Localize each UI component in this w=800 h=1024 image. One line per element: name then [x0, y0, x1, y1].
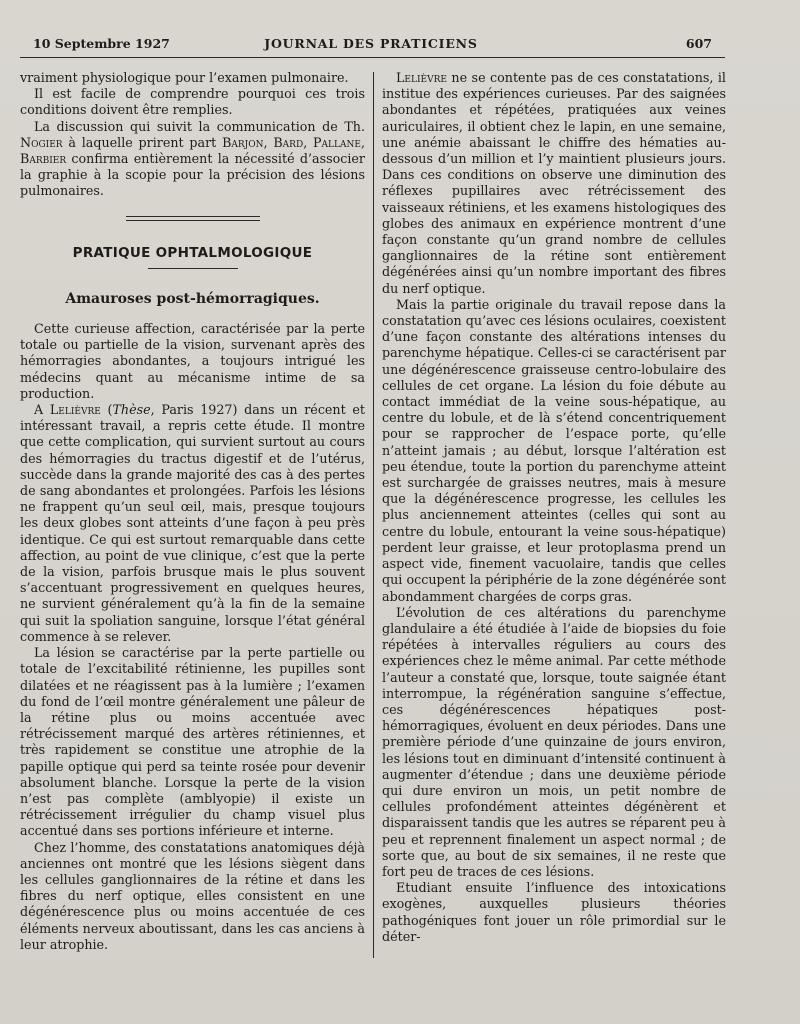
thesis-word: Thèse: [112, 402, 151, 418]
right-column: [382, 70, 726, 1004]
paragraph: Cette curieuse affection, caractérisée par la perte totale ou partielle de la vision, survenant après des hémorragies abondantes, a toujours intrigué les médecins quant au mécanisme intime de sa production.: [20, 321, 365, 401]
author-name: Lelièvre: [396, 70, 447, 85]
author-name: Pallane: [313, 134, 361, 150]
article-title: Amauroses post-hémorragiques.: [65, 290, 320, 307]
author-name: Bard: [273, 134, 304, 150]
text-run: , Paris 1927) dans un récent et intéressant travail, a repris cette étude. Il montre que cette complication, qui survient surtout au cours des hémorragies du tractus digestif et de l’utérus, succède dans la grande majorité des cas à des pertes de sang abondantes et prolongées. Parfois les lésions ne frappent qu’un seul œil, mais, presque toujours les deux globes sont atteints d’une façon à peu près identique. Ce qui est surtout remarquable dans cette affection, au point de vue clinique, c’est que la perte de la vision, parfois brusque mais le plus souvent s’accentuant progressivement en quelques heures, ne survient généralement qu’à la fin de la semaine qui suit la spoliation sanguine, lorsque l’état général commence à se relever.: [20, 402, 365, 644]
section-title: PRATIQUE OPHTALMOLOGIQUE: [72, 244, 313, 261]
issue-date: 10 Septembre 1927: [33, 36, 170, 51]
text-run: ,: [263, 134, 274, 150]
text-run: A: [34, 402, 50, 418]
author-name: Lelièvre: [49, 402, 101, 418]
paragraph: Il est facile de comprendre pourquoi ces trois conditions doivent être remplies.: [20, 86, 365, 118]
text-run: ,: [360, 134, 365, 150]
text-run: ne se contente pas de ces constatations, il institue des expériences curieuses. Par des saignées abondantes et répétées, pratiquées aux veines auriculaires, il obtient chez le lapin, en une semaine, une anémie abaissant le chiffre des hématies au-dessous d’un million et l’y maintient plusieurs jours. Dans ces conditions on observe une diminution des réflexes pupillaires avec rétrécissement des vaisseaux rétiniens, et les examens histologiques des globes des animaux en expérience montrent d’une façon constante qu’un grand nombre de cellules ganglionnaires de la rétine sont entièrement dégénérées ainsi qu’un nombre important des fibres du nerf optique.: [382, 70, 726, 296]
paragraph: [20, 402, 365, 645]
left-column: [20, 70, 365, 1004]
paragraph: La lésion se caractérise par la perte partielle ou totale de l’excitabilité rétinienne, les pupilles sont dilatées et ne réagissent pas à la lumière ; l’examen du fond de l’œil montre généralement une pâleur de la rétine plus ou moins accentuée avec rétrécissement marqué des artères rétiniennes, et très rapidement se constitue une atrophie de la papille optique qui perd sa teinte rosée pour devenir absolument blanche. Lorsque la perte de la vision n’est pas complète (amblyopie) il existe un rétrécissement irrégulier du champ visuel plus accentué dans ses portions inférieure et interne.: [20, 645, 365, 839]
author-name: Barjon: [222, 134, 264, 150]
column-divider: [373, 72, 374, 958]
section-separator: [126, 216, 260, 221]
paragraph: Etudiant ensuite l’influence des intoxications exogènes, auxquelles plusieurs théories pathogéniques font jouer un rôle primordial sur le déter-: [382, 880, 726, 944]
author-name: Barbier: [20, 151, 67, 167]
text-run: ,: [303, 134, 314, 150]
title-underline: [148, 268, 238, 269]
paragraph: L’évolution de ces altérations du parenchyme glandulaire a été étudiée à l’aide de biopsies du foie répétées à intervalles réguliers au cours des expériences chez le même animal. Par cette méthode l’auteur a constaté que, lorsque, toute saignée étant interrompue, la régénération sanguine s’effectue, ces dégénérescences hépatiques post-hémorragiques, évoluent en deux périodes. Dans une première période d’une quinzaine de jours environ, les lésions tout en diminuant d’intensité continuent à augmenter d’étendue ; dans une deuxième période qui dure environ un mois, un petit nombre de cellules profondément atteintes dégénèrent et disparaissent tandis que les autres se réparent peu à peu et reprennent finalement un aspect normal ; de sorte que, au bout de six semaines, il ne reste que fort peu de traces de ces lésions.: [382, 604, 726, 879]
paragraph: Mais la partie originale du travail repose dans la constatation qu’avec ces lésions oculaires, coexistent d’une façon constante des altérations intenses du parenchyme hépatique. Celles-ci se caractérisent par une dégénérescence graisseuse centro-lobulaire des cellules de cet organe. La lésion du foie débute au contact immédiat de la veine sous-hépatique, au centre du lobule, et de là s’étend concentriquement pour se rapprocher de l’espace porte, qu’elle n’atteint jamais ; au début, lorsque l’altération est peu étendue, toute la portion du parenchyme atteint est surchargée de graisses neutres, mais à mesure que la dégénérescence progresse, les cellules les plus anciennement atteintes (celles qui sont au centre du lobule, entourant la veine sous-hépatique) perdent leur graisse, et leur protoplasma prend un aspect vide, finement vacuolaire, tandis que celles qui occupent la périphérie de la zone dégénérée sont abondamment chargées de corps gras.: [382, 296, 726, 604]
text-run: à laquelle prirent part: [62, 134, 223, 150]
header-rule: [20, 57, 725, 58]
author-name: Nogier: [20, 134, 63, 150]
paragraph: [382, 70, 726, 297]
text-run: confirma entièrement la nécessité d’associer la graphie à la scopie pour la précision des lésions pulmonaires.: [20, 151, 365, 199]
text-run: (: [100, 402, 113, 418]
journal-title: JOURNAL DES PRATICIENS: [264, 36, 478, 51]
paragraph: vraiment physiologique pour l’examen pulmonaire.: [20, 70, 349, 85]
paragraph: [20, 119, 365, 200]
paragraph: Chez l’homme, des constatations anatomiques déjà anciennes ont montré que les lésions siègent dans les cellules ganglionnaires de la rétine et dans les fibres du nerf optique, elles consistent en une dégénérescence plus ou moins accentuée de ces éléments nerveux aboutissant, dans les cas anciens à leur atrophie.: [20, 839, 365, 952]
running-header: [30, 36, 712, 56]
page-number: 607: [685, 36, 712, 51]
text-run: La discussion qui suivit la communication de Th.: [34, 118, 365, 134]
